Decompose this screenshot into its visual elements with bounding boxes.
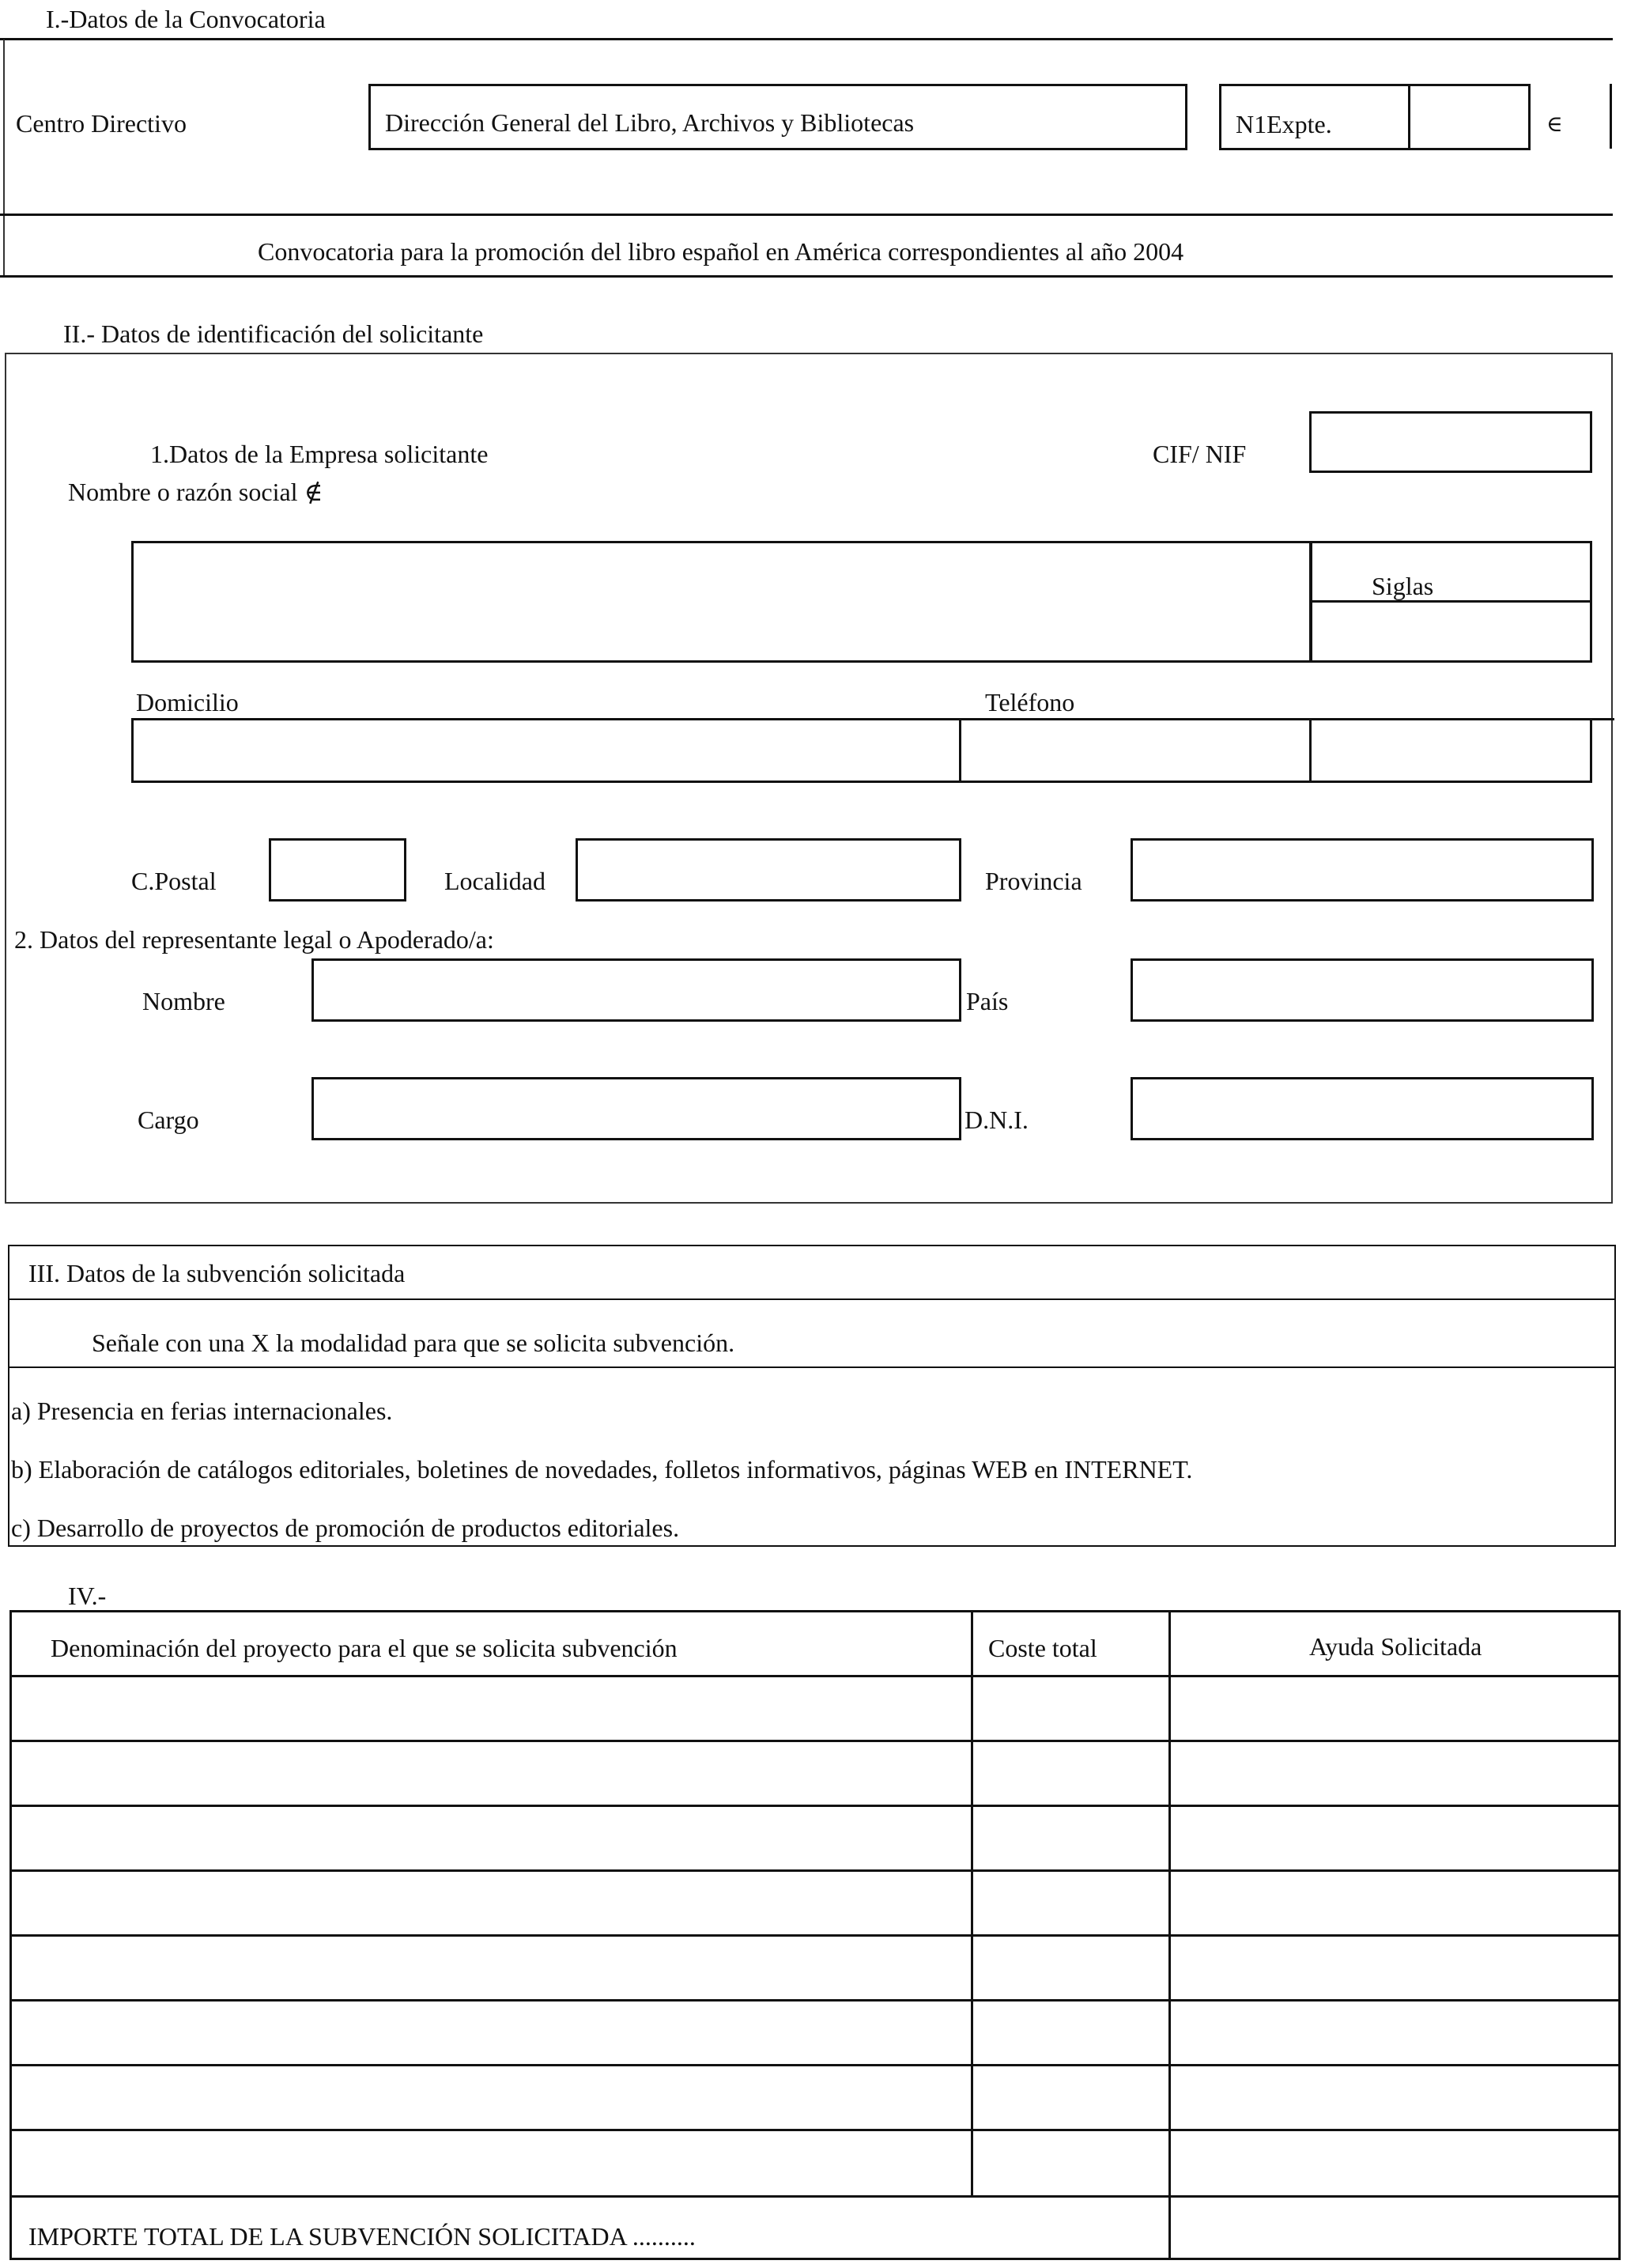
option-b[interactable]: b) Elaboración de catálogos editoriales, boletines de novedades, folletos informativos, páginas WEB en INTERNET.: [11, 1455, 1193, 1484]
section-2-title: II.- Datos de identificación del solicitante: [63, 319, 484, 348]
option-a[interactable]: a) Presencia en ferias internacionales.: [11, 1397, 393, 1425]
row-rule-8: [9, 2195, 1621, 2198]
col-header-denominacion: Denominación del proyecto para el que se solicita subvención: [51, 1634, 678, 1662]
table-row[interactable]: [9, 1741, 1621, 1805]
telefono-field[interactable]: [959, 718, 1312, 783]
centro-directivo-value: Dirección General del Libro, Archivos y Bibliotecas: [385, 108, 915, 137]
expte-divider: [1408, 86, 1410, 148]
section-3-instruction-rule: [8, 1366, 1616, 1368]
empresa-heading: 1.Datos de la Empresa solicitante: [150, 440, 489, 468]
expte-symbol: ∈: [1546, 112, 1563, 137]
section-1-left-edge: [3, 40, 5, 277]
cif-label: CIF/ NIF: [1153, 440, 1247, 468]
section-3-title: III. Datos de la subvención solicitada: [28, 1259, 406, 1287]
section-1-right-edge: [1610, 84, 1612, 149]
table-row[interactable]: [9, 1806, 1621, 1869]
siglas-label: Siglas: [1372, 572, 1434, 600]
nombre-field[interactable]: [311, 958, 961, 1022]
section-3-header-rule: [8, 1298, 1616, 1300]
section-1-title: I.-Datos de la Convocatoria: [46, 5, 326, 33]
centro-directivo-label: Centro Directivo: [16, 109, 187, 138]
table-row[interactable]: [9, 2130, 1621, 2195]
telefono-extra-field[interactable]: [1309, 718, 1592, 783]
col-header-ayuda: Ayuda Solicitada: [1309, 1632, 1482, 1661]
section-4-title: IV.-: [68, 1582, 107, 1610]
convocatoria-text: Convocatoria para la promoción del libro español en América correspondientes al año 2004: [258, 237, 1184, 266]
expte-field[interactable]: [1219, 84, 1531, 150]
section-3-frame: [8, 1245, 1616, 1547]
provincia-field[interactable]: [1131, 838, 1594, 902]
section-1-bottom-rule: [0, 275, 1613, 278]
nombre-label: Nombre: [142, 987, 225, 1015]
col-header-coste: Coste total: [988, 1634, 1097, 1662]
dni-field[interactable]: [1131, 1077, 1594, 1140]
localidad-field[interactable]: [576, 838, 961, 902]
provincia-label: Provincia: [985, 867, 1082, 895]
cargo-field[interactable]: [311, 1077, 961, 1140]
section-1-top-rule: [0, 38, 1613, 40]
cif-field[interactable]: [1309, 411, 1592, 473]
importe-total-field[interactable]: [1172, 2198, 1618, 2257]
convocatoria-top-rule: [0, 214, 1613, 216]
telefono-label: Teléfono: [985, 688, 1075, 716]
dni-label: D.N.I.: [964, 1106, 1029, 1134]
centro-directivo-field[interactable]: [368, 84, 1187, 150]
table-row[interactable]: [9, 1936, 1621, 1999]
option-c[interactable]: c) Desarrollo de proyectos de promoción de productos editoriales.: [11, 1514, 680, 1542]
table-row[interactable]: [9, 1676, 1621, 1740]
section-3-instruction: Señale con una X la modalidad para que se solicita subvención.: [92, 1329, 735, 1357]
pais-label: País: [966, 987, 1009, 1015]
siglas-field[interactable]: [1309, 600, 1592, 663]
table-row[interactable]: [9, 2001, 1621, 2064]
nombre-razon-label: Nombre o razón social ∉: [68, 478, 323, 506]
table-row[interactable]: [9, 1871, 1621, 1934]
expte-label: N1Expte.: [1236, 110, 1332, 138]
cpostal-field[interactable]: [269, 838, 406, 902]
project-table: [9, 1610, 1621, 2260]
cpostal-label: C.Postal: [131, 867, 217, 895]
razon-social-field[interactable]: [131, 541, 1312, 663]
domicilio-field[interactable]: [131, 718, 961, 783]
representante-heading: 2. Datos del representante legal o Apoderado/a:: [14, 925, 494, 954]
localidad-label: Localidad: [444, 867, 545, 895]
importe-total-label: IMPORTE TOTAL DE LA SUBVENCIÓN SOLICITADA ..........: [28, 2222, 696, 2251]
siglas-header-cell: [1309, 541, 1592, 603]
pais-field[interactable]: [1131, 958, 1594, 1022]
table-row[interactable]: [9, 2066, 1621, 2129]
cargo-label: Cargo: [138, 1106, 199, 1134]
domicilio-label: Domicilio: [136, 688, 239, 716]
